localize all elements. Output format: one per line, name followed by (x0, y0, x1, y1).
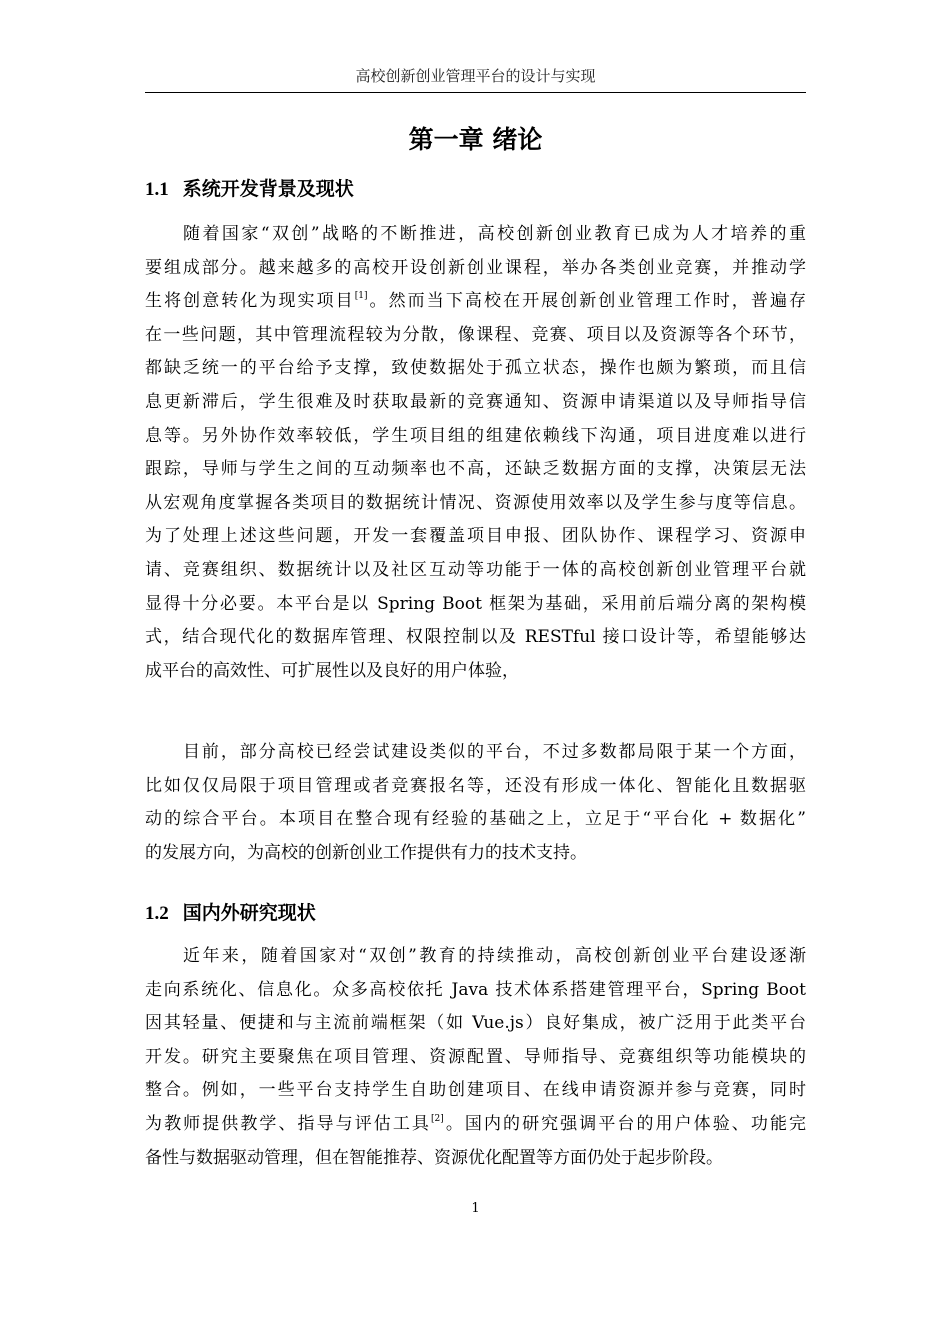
text-line: 动的综合平台。本项目在整合现有经验的基础之上，立足于“平台化 + 数据化” (145, 809, 806, 830)
chapter-title: 第一章 绪论 (408, 125, 543, 154)
line-text: 。国内的研究强调平台的用户体验、功能完 (443, 1113, 806, 1134)
text-line: 都缺乏统一的平台给予支撑，致使数据处于孤立状态，操作也颇为繁琐，而且信 (145, 358, 806, 379)
text-line: 跟踪，导师与学生之间的互动频率也不高，还缺乏数据方面的支撑，决策层无法 (145, 459, 806, 480)
section-heading-1-1 (145, 174, 806, 205)
text-line: 成平台的高效性、可扩展性以及良好的用户体验， (145, 660, 519, 681)
paragraph-research-status (145, 940, 806, 1175)
line-text: 。然而当下高校在开展创新创业管理工作时，普遍存 (367, 291, 806, 312)
text-line (145, 285, 806, 319)
text-line (145, 1108, 806, 1142)
text-line: 在一些问题，其中管理流程较为分散，像课程、竞赛、项目以及资源等各个环节， (145, 324, 806, 345)
text-line: 式，结合现代化的数据库管理、权限控制以及 RESTful 接口设计等，希望能够达 (145, 627, 806, 648)
text-line: 走向系统化、信息化。众多高校依托 Java 技术体系搭建管理平台，Spring Boot (145, 979, 806, 1000)
citation-marker[interactable]: [1] (354, 291, 368, 302)
line-text: 为教师提供教学、指导与评估工具 (145, 1113, 431, 1134)
paragraph-current-status (145, 736, 806, 870)
text-line: 备性与数据驱动管理，但在智能推荐、资源优化配置等方面仍处于起步阶段。 (145, 1147, 723, 1168)
section-number: 1.2 (145, 903, 169, 924)
text-line: 随着国家“双创”战略的不断推进，高校创新创业教育已成为人才培养的重 (183, 224, 806, 244)
section-title: 国内外研究现状 (182, 902, 316, 924)
section-title: 系统开发背景及现状 (182, 178, 354, 200)
paragraph-background (145, 218, 806, 688)
text-line: 目前，部分高校已经尝试建设类似的平台，不过多数都局限于某一个方面， (183, 742, 806, 762)
text-line: 为了处理上述这些问题，开发一套覆盖项目申报、团队协作、课程学习、资源申 (145, 526, 806, 547)
text-line: 开发。研究主要聚焦在项目管理、资源配置、导师指导、竞赛组织等功能模块的 (145, 1046, 806, 1067)
citation-marker[interactable]: [2] (431, 1113, 444, 1124)
text-line: 息等。另外协作效率较低，学生项目组的组建依赖线下沟通，项目进度难以进行 (145, 425, 806, 446)
text-line: 比如仅仅局限于项目管理或者竞赛报名等，还没有形成一体化、智能化且数据驱 (145, 775, 806, 796)
text-line: 从宏观角度掌握各类项目的数据统计情况、资源使用效率以及学生参与度等信息。 (145, 492, 806, 513)
text-line: 因其轻量、便捷和与主流前端框架（如 Vue.js）良好集成，被广泛用于此类平台 (145, 1013, 806, 1034)
running-header: 高校创新创业管理平台的设计与实现 (355, 67, 596, 85)
page-number: 1 (471, 1201, 480, 1216)
line-text: 生将创意转化为现实项目 (145, 291, 355, 312)
text-line: 要组成部分。越来越多的高校开设创新创业课程，举办各类创业竞赛，并推动学 (145, 257, 806, 278)
text-line: 近年来，随着国家对“双创”教育的持续推动，高校创新创业平台建设逐渐 (183, 946, 806, 966)
text-line: 显得十分必要。本平台是以 Spring Boot 框架为基础，采用前后端分离的架构模 (145, 593, 806, 614)
header-rule (145, 92, 806, 93)
text-line: 息更新滞后，学生很难及时获取最新的竞赛通知、资源申请渠道以及导师指导信 (145, 391, 806, 412)
text-line: 整合。例如，一些平台支持学生自助创建项目、在线申请资源并参与竞赛，同时 (145, 1080, 806, 1101)
text-line: 请、竞赛组织、数据统计以及社区互动等功能于一体的高校创新创业管理平台就 (145, 559, 806, 580)
text-line: 的发展方向，为高校的创新创业工作提供有力的技术支持。 (145, 842, 587, 863)
section-number: 1.1 (145, 179, 169, 200)
section-heading-1-2 (145, 898, 806, 929)
